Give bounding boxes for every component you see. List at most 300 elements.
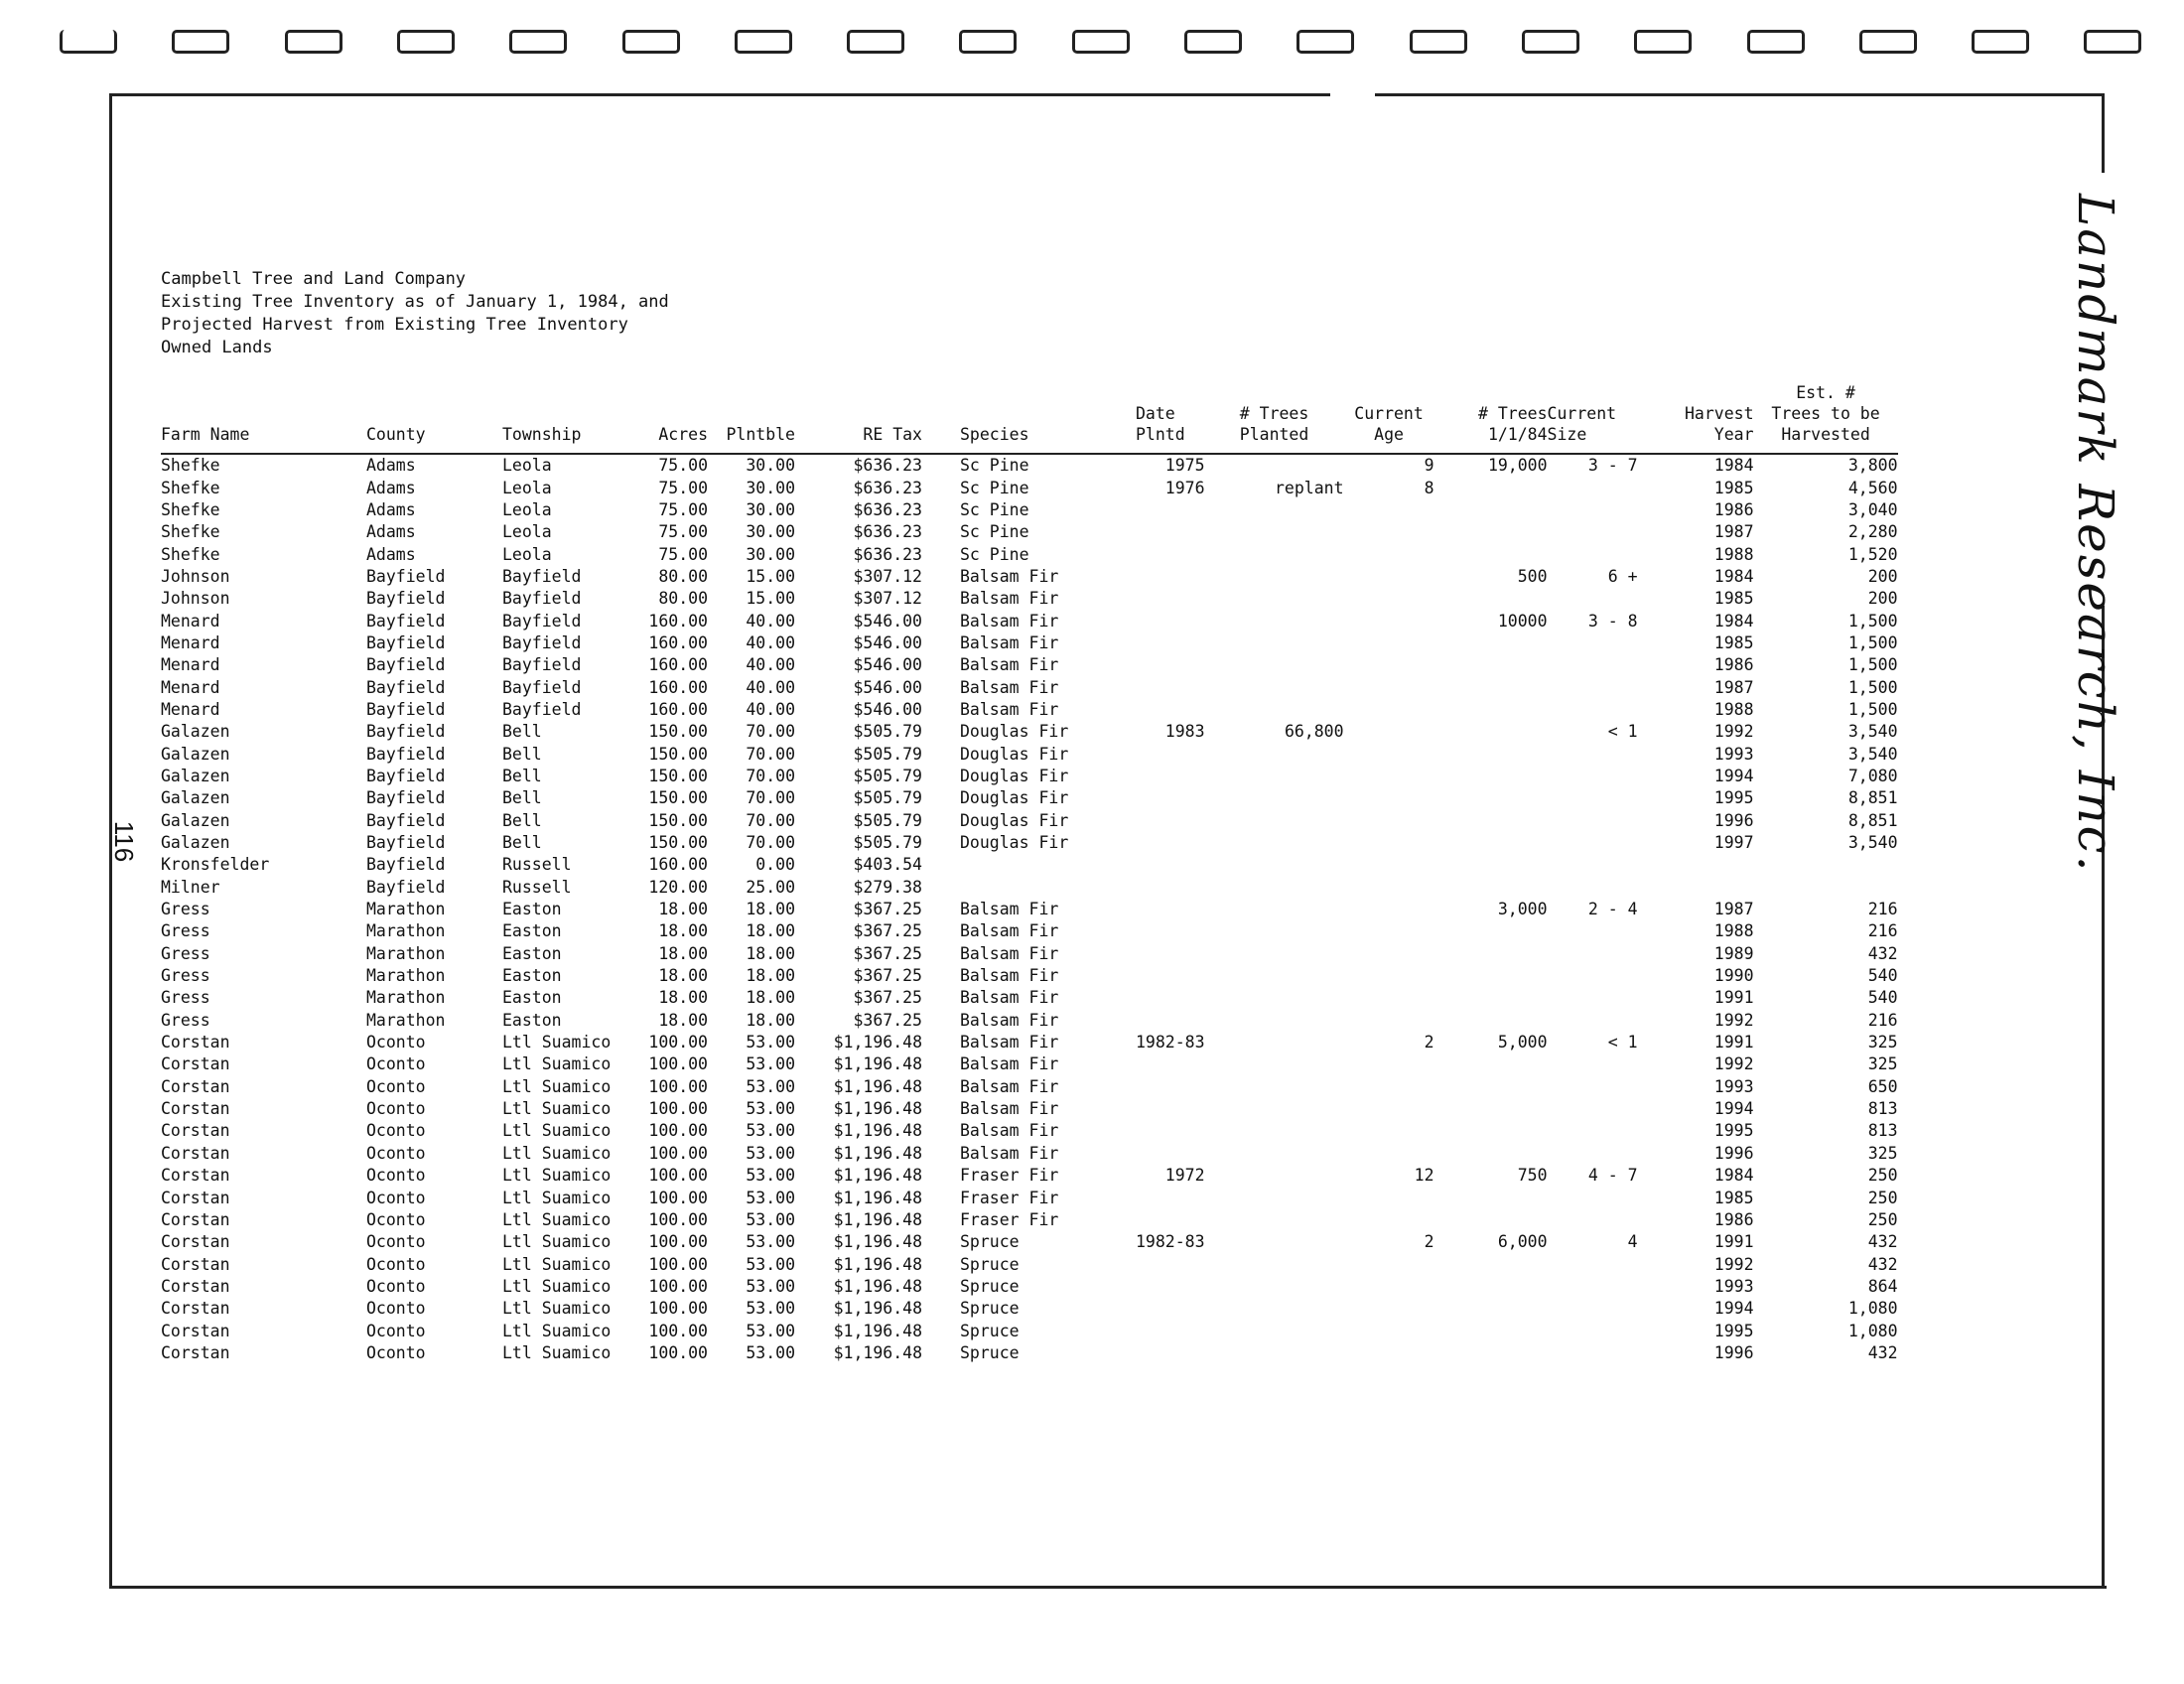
table-cell <box>1344 1342 1434 1364</box>
table-row <box>161 543 1898 565</box>
table-cell: 325 <box>1867 1054 1898 1074</box>
table-cell <box>1205 632 1344 654</box>
table-row <box>161 920 1898 942</box>
table-cell: 4 - 7 <box>1587 1166 1638 1186</box>
table-cell <box>1344 943 1434 965</box>
table-cell: 18.00 <box>746 921 795 941</box>
table-cell <box>1136 965 1205 987</box>
table-cell: Menard <box>161 677 220 697</box>
table-cell: Corstan <box>161 1232 230 1252</box>
table-cell <box>1136 543 1205 565</box>
table-cell: $1,196.48 <box>833 1033 922 1052</box>
table-cell: Bayfield <box>502 699 582 719</box>
table-cell: Balsam Fir <box>960 988 1059 1008</box>
table-cell: Balsam Fir <box>960 1054 1059 1074</box>
table-cell: 1,520 <box>1847 544 1898 564</box>
table-cell <box>1136 1253 1205 1275</box>
table-cell: Adams <box>366 544 416 564</box>
table-cell: Bayfield <box>366 722 446 742</box>
table-cell: 25.00 <box>746 877 795 897</box>
table-cell <box>1344 721 1434 743</box>
table-cell <box>1136 521 1205 543</box>
table-cell <box>1344 877 1434 899</box>
table-cell: Spruce <box>960 1342 1020 1362</box>
table-cell: Marathon <box>366 988 446 1008</box>
table-cell: 1986 <box>1713 1209 1754 1229</box>
table-cell <box>1548 965 1638 987</box>
table-row <box>161 743 1898 765</box>
table-cell: 10000 <box>1497 611 1548 631</box>
table-cell: 100.00 <box>648 1188 708 1207</box>
table-cell: 160.00 <box>648 611 708 631</box>
table-cell: Milner <box>161 877 220 897</box>
table-cell: Gress <box>161 943 210 963</box>
table-cell: 18.00 <box>658 900 708 919</box>
table-cell: 9 <box>1424 456 1434 476</box>
column-header: Farm Name <box>161 382 366 454</box>
table-row <box>161 987 1898 1009</box>
table-cell: 53.00 <box>746 1342 795 1362</box>
table-cell: 1995 <box>1713 1121 1754 1141</box>
table-cell: 18.00 <box>746 966 795 986</box>
table-cell: 150.00 <box>648 744 708 764</box>
table-cell: Bell <box>502 788 542 808</box>
table-cell: Oconto <box>366 1276 426 1296</box>
table-cell: $505.79 <box>853 833 922 853</box>
table-cell: Sc Pine <box>960 522 1029 542</box>
table-cell: 1,080 <box>1847 1299 1898 1319</box>
table-cell: 1994 <box>1713 1099 1754 1119</box>
table-cell: 1989 <box>1713 943 1754 963</box>
table-cell: 3 - 8 <box>1587 611 1638 631</box>
table-cell <box>1136 1276 1205 1298</box>
table-cell: Bayfield <box>502 677 582 697</box>
table-cell: 813 <box>1867 1121 1898 1141</box>
table-cell: 100.00 <box>648 1076 708 1096</box>
table-cell: 200 <box>1867 589 1898 609</box>
table-cell: $505.79 <box>853 722 922 742</box>
table-cell <box>1344 1276 1434 1298</box>
table-row <box>161 1032 1898 1053</box>
table-cell: 4 <box>1627 1232 1638 1252</box>
table-cell <box>1434 987 1548 1009</box>
table-row <box>161 1320 1898 1341</box>
table-cell: Douglas Fir <box>960 766 1069 785</box>
table-cell: Balsam Fir <box>960 943 1059 963</box>
table-cell <box>1548 787 1638 809</box>
table-cell <box>1434 521 1548 543</box>
table-cell: Ltl Suamico <box>502 1254 612 1274</box>
table-cell: $1,196.48 <box>833 1166 922 1186</box>
table-cell <box>1548 1320 1638 1341</box>
table-row <box>161 1187 1898 1208</box>
table-cell <box>1136 854 1205 876</box>
table-cell: 75.00 <box>658 456 708 476</box>
table-cell: 1993 <box>1713 1076 1754 1096</box>
table-row <box>161 832 1898 854</box>
frame-right-line <box>2102 93 2105 173</box>
table-cell: Ltl Suamico <box>502 1121 612 1141</box>
table-cell: Balsam Fir <box>960 1143 1059 1163</box>
table-cell <box>1344 521 1434 543</box>
table-cell <box>1136 920 1205 942</box>
table-cell: 1987 <box>1713 677 1754 697</box>
table-cell: 70.00 <box>746 833 795 853</box>
table-cell: 4,560 <box>1847 478 1898 497</box>
table-cell <box>1344 743 1434 765</box>
table-cell: 1983 <box>1164 722 1205 742</box>
table-cell <box>1548 632 1638 654</box>
table-cell <box>1136 877 1205 899</box>
table-cell: Balsam Fir <box>960 1076 1059 1096</box>
table-cell <box>1548 588 1638 610</box>
table-row <box>161 965 1898 987</box>
table-cell: 12 <box>1414 1166 1434 1186</box>
table-cell: Bell <box>502 810 542 830</box>
table-cell: 53.00 <box>746 1276 795 1296</box>
table-cell: Bayfield <box>502 655 582 675</box>
table-cell <box>1548 477 1638 498</box>
table-cell: 1988 <box>1713 544 1754 564</box>
table-row <box>161 610 1898 632</box>
table-cell: 1991 <box>1713 1232 1754 1252</box>
feed-hole <box>1972 30 2029 54</box>
table-cell: Balsam Fir <box>960 1121 1059 1141</box>
table-cell <box>1136 1209 1205 1231</box>
table-row <box>161 787 1898 809</box>
table-cell <box>1205 1053 1344 1075</box>
table-cell: $505.79 <box>853 810 922 830</box>
table-cell <box>1136 588 1205 610</box>
table-cell: 1984 <box>1713 1166 1754 1186</box>
table-cell: 6 + <box>1607 566 1638 586</box>
table-row <box>161 1010 1898 1032</box>
table-cell: Gress <box>161 921 210 941</box>
table-cell: Galazen <box>161 833 230 853</box>
table-cell: Corstan <box>161 1166 230 1186</box>
table-cell <box>1136 654 1205 676</box>
table-row <box>161 1253 1898 1275</box>
table-cell: 432 <box>1867 1342 1898 1362</box>
table-cell: Easton <box>502 943 562 963</box>
table-cell: $505.79 <box>853 788 922 808</box>
table-cell: Leola <box>502 544 552 564</box>
table-cell: Bayfield <box>366 632 446 652</box>
table-cell: 1988 <box>1713 699 1754 719</box>
feed-hole <box>397 30 455 54</box>
column-header: Date Plntd <box>1136 382 1205 454</box>
table-cell: Spruce <box>960 1299 1020 1319</box>
table-cell <box>1434 1253 1548 1275</box>
table-cell: 1,080 <box>1847 1321 1898 1340</box>
feed-hole <box>509 30 567 54</box>
table-cell: Bayfield <box>366 566 446 586</box>
table-cell: 250 <box>1867 1209 1898 1229</box>
table-cell <box>1205 499 1344 521</box>
table-cell: Fraser Fir <box>960 1166 1059 1186</box>
table-cell: 100.00 <box>648 1254 708 1274</box>
table-cell <box>1344 1298 1434 1320</box>
column-header: Est. # Trees to be Harvested <box>1754 382 1898 454</box>
table-cell <box>1205 743 1344 765</box>
table-cell <box>1548 1076 1638 1098</box>
table-cell: $1,196.48 <box>833 1232 922 1252</box>
table-cell: Bayfield <box>502 589 582 609</box>
table-cell: Sc Pine <box>960 478 1029 497</box>
feed-hole <box>172 30 229 54</box>
table-cell <box>1434 1143 1548 1165</box>
table-cell: Easton <box>502 988 562 1008</box>
table-cell: Marathon <box>366 921 446 941</box>
table-cell <box>1548 1098 1638 1120</box>
table-cell: $505.79 <box>853 766 922 785</box>
table-header-row <box>161 382 1898 454</box>
table-cell: 250 <box>1867 1166 1898 1186</box>
table-cell: 1993 <box>1713 744 1754 764</box>
table-cell: 80.00 <box>658 589 708 609</box>
table-cell: 40.00 <box>746 699 795 719</box>
table-cell: Ltl Suamico <box>502 1321 612 1340</box>
table-cell: 5,000 <box>1497 1033 1548 1052</box>
feed-hole <box>622 30 680 54</box>
table-cell: 750 <box>1517 1166 1548 1186</box>
table-cell: 150.00 <box>648 766 708 785</box>
company-signature: Landmark Research, Inc. <box>2067 194 2124 874</box>
table-cell <box>1548 1143 1638 1165</box>
feed-hole <box>1634 30 1692 54</box>
table-cell <box>1434 1298 1548 1320</box>
table-row <box>161 1231 1898 1253</box>
table-cell: Adams <box>366 499 416 519</box>
table-cell: 7,080 <box>1847 766 1898 785</box>
table-cell: Gress <box>161 988 210 1008</box>
table-cell: Bayfield <box>366 589 446 609</box>
table-row <box>161 566 1898 588</box>
column-header: Current Age <box>1344 382 1434 454</box>
column-header: Plntble <box>708 382 795 454</box>
table-cell <box>1344 1120 1434 1142</box>
table-cell: 53.00 <box>746 1099 795 1119</box>
table-cell: 540 <box>1867 966 1898 986</box>
table-cell: Ltl Suamico <box>502 1099 612 1119</box>
table-cell: 70.00 <box>746 788 795 808</box>
table-cell: $307.12 <box>853 566 922 586</box>
table-cell: Ltl Suamico <box>502 1033 612 1052</box>
table-cell: 100.00 <box>648 1321 708 1340</box>
table-cell: 1976 <box>1164 478 1205 497</box>
table-cell: 53.00 <box>746 1054 795 1074</box>
table-cell <box>1205 1231 1344 1253</box>
table-cell: Spruce <box>960 1254 1020 1274</box>
table-cell: 70.00 <box>746 744 795 764</box>
table-cell: 1,500 <box>1847 655 1898 675</box>
table-cell <box>1434 1209 1548 1231</box>
table-cell: 1992 <box>1713 1010 1754 1030</box>
table-cell: 3,040 <box>1847 499 1898 519</box>
table-cell: 0.00 <box>755 855 795 875</box>
table-cell: $546.00 <box>853 611 922 631</box>
table-cell <box>1434 699 1548 721</box>
table-cell: Bayfield <box>366 677 446 697</box>
table-cell: 53.00 <box>746 1299 795 1319</box>
table-cell <box>1136 676 1205 698</box>
table-cell: Bayfield <box>366 699 446 719</box>
table-cell <box>1136 1187 1205 1208</box>
table-cell: Oconto <box>366 1254 426 1274</box>
table-cell: Oconto <box>366 1033 426 1052</box>
table-cell: Gress <box>161 1010 210 1030</box>
table-cell: 1995 <box>1713 788 1754 808</box>
table-cell: Ltl Suamico <box>502 1276 612 1296</box>
table-cell: 3,540 <box>1847 833 1898 853</box>
table-cell <box>1548 1276 1638 1298</box>
table-cell: 1991 <box>1713 988 1754 1008</box>
table-cell: 1975 <box>1164 456 1205 476</box>
table-cell: Douglas Fir <box>960 833 1069 853</box>
table-cell: $1,196.48 <box>833 1188 922 1207</box>
table-row <box>161 499 1898 521</box>
table-cell: $367.25 <box>853 988 922 1008</box>
table-cell <box>1434 499 1548 521</box>
table-cell: Oconto <box>366 1143 426 1163</box>
table-cell: 53.00 <box>746 1321 795 1340</box>
table-cell: Spruce <box>960 1276 1020 1296</box>
table-cell: Ltl Suamico <box>502 1076 612 1096</box>
table-cell <box>1344 854 1434 876</box>
table-cell: 1991 <box>1713 1033 1754 1052</box>
table-cell: Easton <box>502 966 562 986</box>
table-cell: Corstan <box>161 1099 230 1119</box>
table-cell: 1972 <box>1164 1166 1205 1186</box>
table-cell: $307.12 <box>853 589 922 609</box>
table-cell <box>1205 521 1344 543</box>
table-cell <box>1136 1120 1205 1142</box>
table-cell <box>1344 1143 1434 1165</box>
table-cell <box>1205 1120 1344 1142</box>
table-cell: 432 <box>1867 1254 1898 1274</box>
table-cell: Ltl Suamico <box>502 1209 612 1229</box>
table-cell <box>1344 610 1434 632</box>
table-cell: 53.00 <box>746 1166 795 1186</box>
table-cell <box>1205 832 1344 854</box>
table-cell: 53.00 <box>746 1076 795 1096</box>
table-cell <box>1205 1298 1344 1320</box>
table-cell: Leola <box>502 456 552 476</box>
table-cell: 160.00 <box>648 699 708 719</box>
table-cell: Russell <box>502 877 572 897</box>
table-cell: 75.00 <box>658 499 708 519</box>
table-cell <box>1136 810 1205 832</box>
table-cell: Menard <box>161 699 220 719</box>
table-cell <box>1344 654 1434 676</box>
table-cell <box>1434 920 1548 942</box>
table-cell: Corstan <box>161 1121 230 1141</box>
tree-inventory-table <box>161 382 1898 1364</box>
table-cell: Bayfield <box>366 788 446 808</box>
table-cell <box>1205 1209 1344 1231</box>
table-cell: Balsam Fir <box>960 632 1059 652</box>
table-cell: 200 <box>1867 566 1898 586</box>
column-header: Acres <box>646 382 708 454</box>
table-cell: 6,000 <box>1497 1232 1548 1252</box>
table-cell <box>1136 610 1205 632</box>
table-cell <box>1205 1253 1344 1275</box>
table-cell: 40.00 <box>746 632 795 652</box>
table-cell <box>1548 743 1638 765</box>
column-header: Township <box>502 382 646 454</box>
table-cell: Easton <box>502 1010 562 1030</box>
table-cell: $367.25 <box>853 921 922 941</box>
table-cell: Bell <box>502 766 542 785</box>
table-cell: Corstan <box>161 1076 230 1096</box>
table-cell <box>1344 832 1434 854</box>
table-cell: 18.00 <box>658 1010 708 1030</box>
table-cell: Oconto <box>366 1232 426 1252</box>
table-cell: Menard <box>161 632 220 652</box>
table-cell: Easton <box>502 900 562 919</box>
table-cell: Balsam Fir <box>960 921 1059 941</box>
table-cell: Douglas Fir <box>960 744 1069 764</box>
table-cell: 120.00 <box>648 877 708 897</box>
table-cell <box>1205 1098 1344 1120</box>
table-cell: 80.00 <box>658 566 708 586</box>
table-cell: $367.25 <box>853 966 922 986</box>
table-cell: replant <box>1275 478 1344 497</box>
table-cell <box>1205 877 1344 899</box>
table-cell: $636.23 <box>853 522 922 542</box>
table-cell <box>1205 454 1344 477</box>
table-cell <box>1548 943 1638 965</box>
table-cell: 1992 <box>1713 722 1754 742</box>
table-cell <box>1205 1187 1344 1208</box>
table-row <box>161 632 1898 654</box>
table-cell: 160.00 <box>648 855 708 875</box>
page-number: 116 <box>109 820 140 863</box>
table-cell: 216 <box>1867 900 1898 919</box>
table-cell: $1,196.48 <box>833 1254 922 1274</box>
table-cell: 500 <box>1517 566 1548 586</box>
table-cell: Oconto <box>366 1121 426 1141</box>
table-row <box>161 654 1898 676</box>
table-cell: Galazen <box>161 766 230 785</box>
table-cell <box>1754 854 1898 876</box>
report-title-block <box>161 268 669 359</box>
table-cell <box>1205 810 1344 832</box>
table-cell: 1993 <box>1713 1276 1754 1296</box>
table-cell: 100.00 <box>648 1143 708 1163</box>
table-cell <box>1434 743 1548 765</box>
table-cell <box>1205 1320 1344 1341</box>
table-cell <box>1344 676 1434 698</box>
table-cell: Adams <box>366 478 416 497</box>
table-cell <box>1344 987 1434 1009</box>
table-cell: Oconto <box>366 1299 426 1319</box>
table-row <box>161 1076 1898 1098</box>
table-cell: 1995 <box>1713 1321 1754 1340</box>
table-cell <box>1548 1342 1638 1364</box>
table-cell <box>1434 1320 1548 1341</box>
table-cell: Balsam Fir <box>960 677 1059 697</box>
feed-hole <box>1522 30 1579 54</box>
table-cell <box>1205 965 1344 987</box>
table-cell <box>1434 654 1548 676</box>
table-row <box>161 1298 1898 1320</box>
column-header: RE Tax <box>795 382 922 454</box>
table-cell: $546.00 <box>853 655 922 675</box>
table-cell: Bayfield <box>366 655 446 675</box>
table-cell <box>1344 499 1434 521</box>
table-cell: Balsam Fir <box>960 1033 1059 1052</box>
